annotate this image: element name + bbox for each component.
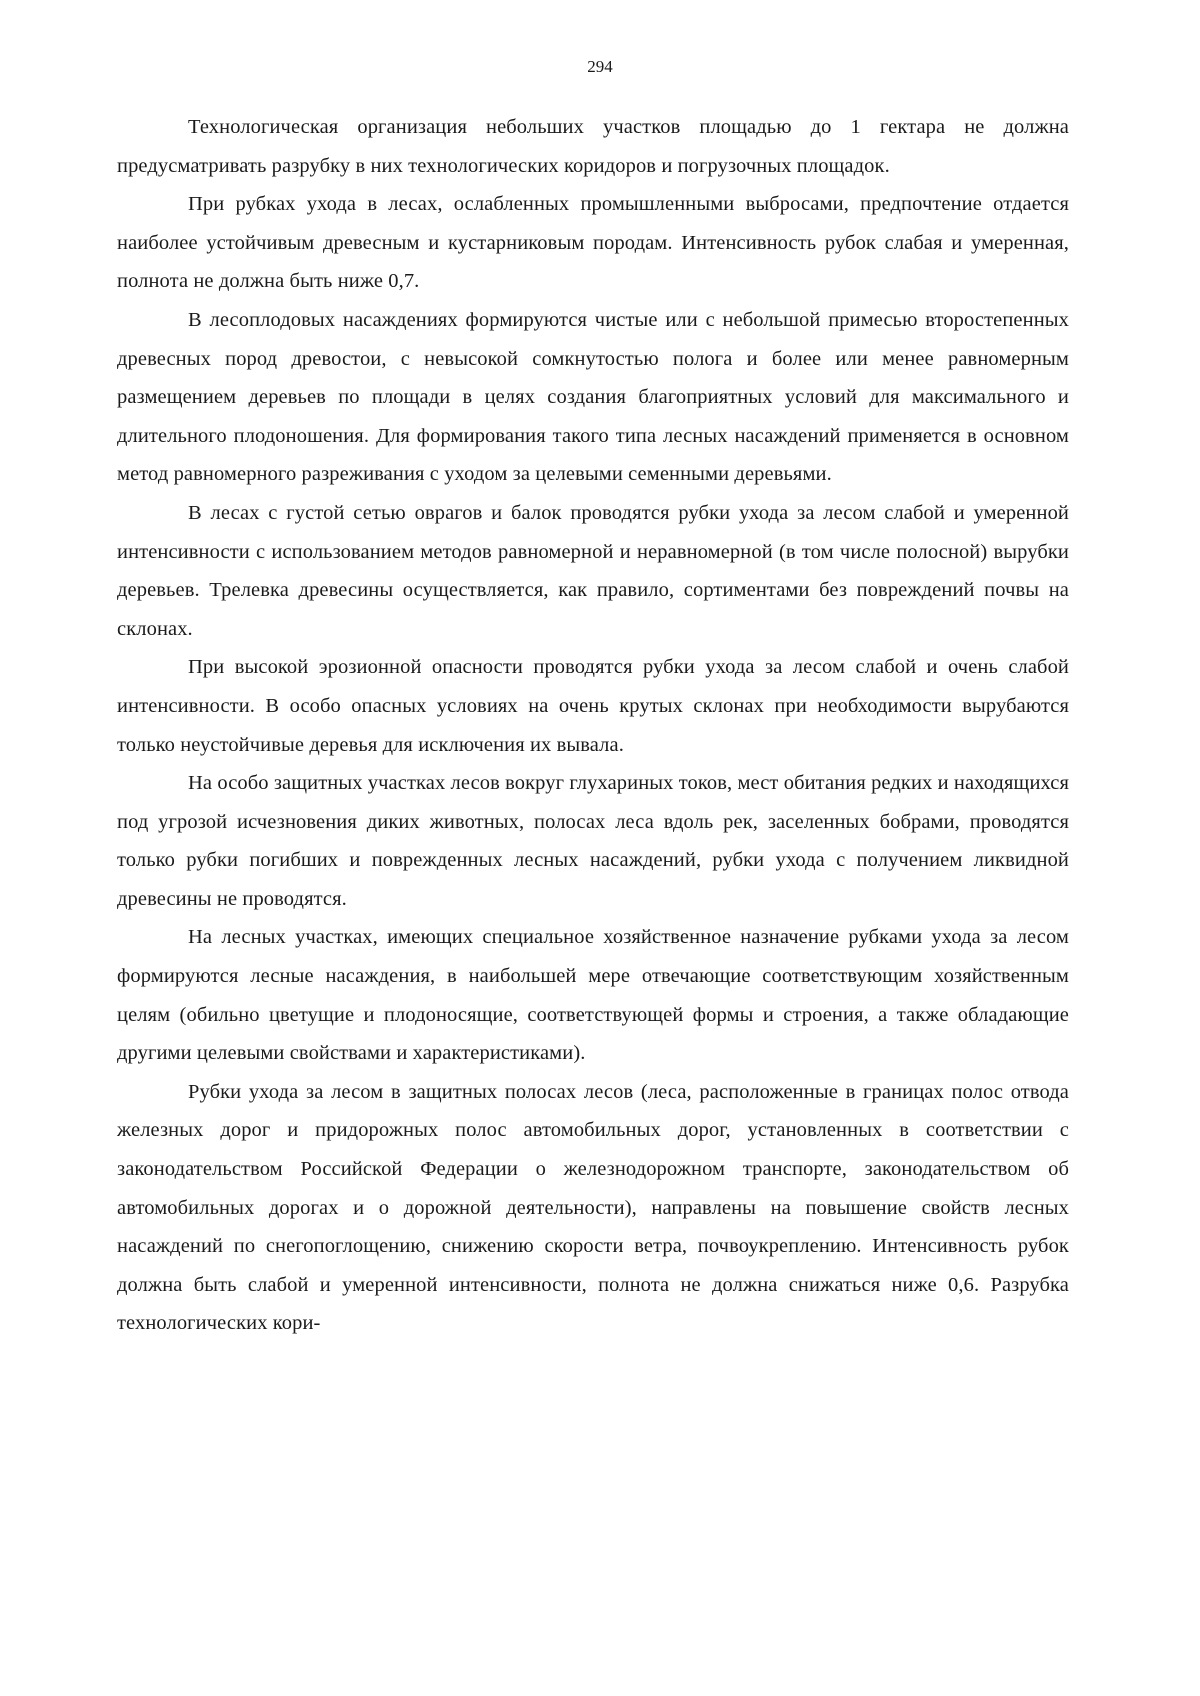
paragraph-special-purpose: На лесных участках, имеющих специальное хозяйственное назначение рубками ухода за лесом формируются лесные насаждения, в наибольшей мере отвечающие соответствующим хозяйственным целям (обильно цветущие и плодоносящие, соответствующей формы и строения, а также обладающие другими целевыми свойствами и характеристиками). [117,926,1069,1065]
paragraph-protected-areas: На особо защитных участках лесов вокруг глухариных токов, мест обитания редких и находящихся под угрозой исчезновения диких животных, полосах леса вдоль рек, заселенных бобрами, проводятся только рубки погибших и поврежденных лесных насаждений, рубки ухода с получением ликвидной древесины не проводятся. [117,772,1069,910]
body-text [117,108,1069,1343]
paragraph-erosion-risk: При высокой эрозионной опасности проводятся рубки ухода за лесом слабой и очень слабой интенсивности. В особо опасных условиях на очень крутых склонах при необходимости вырубаются только неустойчивые деревья для исключения их вывала. [117,656,1069,756]
paragraph-industrial-emissions: При рубках ухода в лесах, ослабленных промышленными выбросами, предпочтение отдается наиболее устойчивым древесным и кустарниковым породам. Интенсивность рубок слабая и умеренная, полнота не должна быть ниже 0,7. [117,193,1069,293]
paragraph-fruit-forests: В лесоплодовых насаждениях формируются чистые или с небольшой примесью второстепенных древесных пород древостои, с невысокой сомкнутостью полога и более или менее равномерным размещением деревьев по площади в целях создания благоприятных условий для максимального и длительного плодоношения. Для формирования такого типа лесных насаждений применяется в основном метод равномерного разреживания с уходом за целевыми семенными деревьями. [117,308,1069,486]
page-number: 294 [587,57,613,76]
paragraph-ravines: В лесах с густой сетью оврагов и балок проводятся рубки ухода за лесом слабой и умеренной интенсивности с использованием методов равномерной и неравномерной (в том числе полосной) вырубки деревьев. Трелевка древесины осуществляется, как правило, сортиментами без повреждений почвы на склонах. [117,501,1069,640]
paragraph-small-plots: Технологическая организация небольших участков площадью до 1 гектара не должна предусматривать разрубку в них технологических коридоров и погрузочных площадок. [117,116,1069,177]
paragraph-protective-strips: Рубки ухода за лесом в защитных полосах лесов (леса, расположенные в границах полос отвода железных дорог и придорожных полос автомобильных дорог, установленных в соответствии с законодательством Российской Федерации о железнодорожном транспорте, законодательством об автомобильных дорогах и о дорожной деятельности), направлены на повышение свойств лесных насаждений по снегопоглощению, снижению скорости ветра, почвоукреплению. Интенсивность рубок должна быть слабой и умеренной интенсивности, полнота не должна снижаться ниже 0,6. Разрубка технологических кори- [117,1080,1069,1335]
